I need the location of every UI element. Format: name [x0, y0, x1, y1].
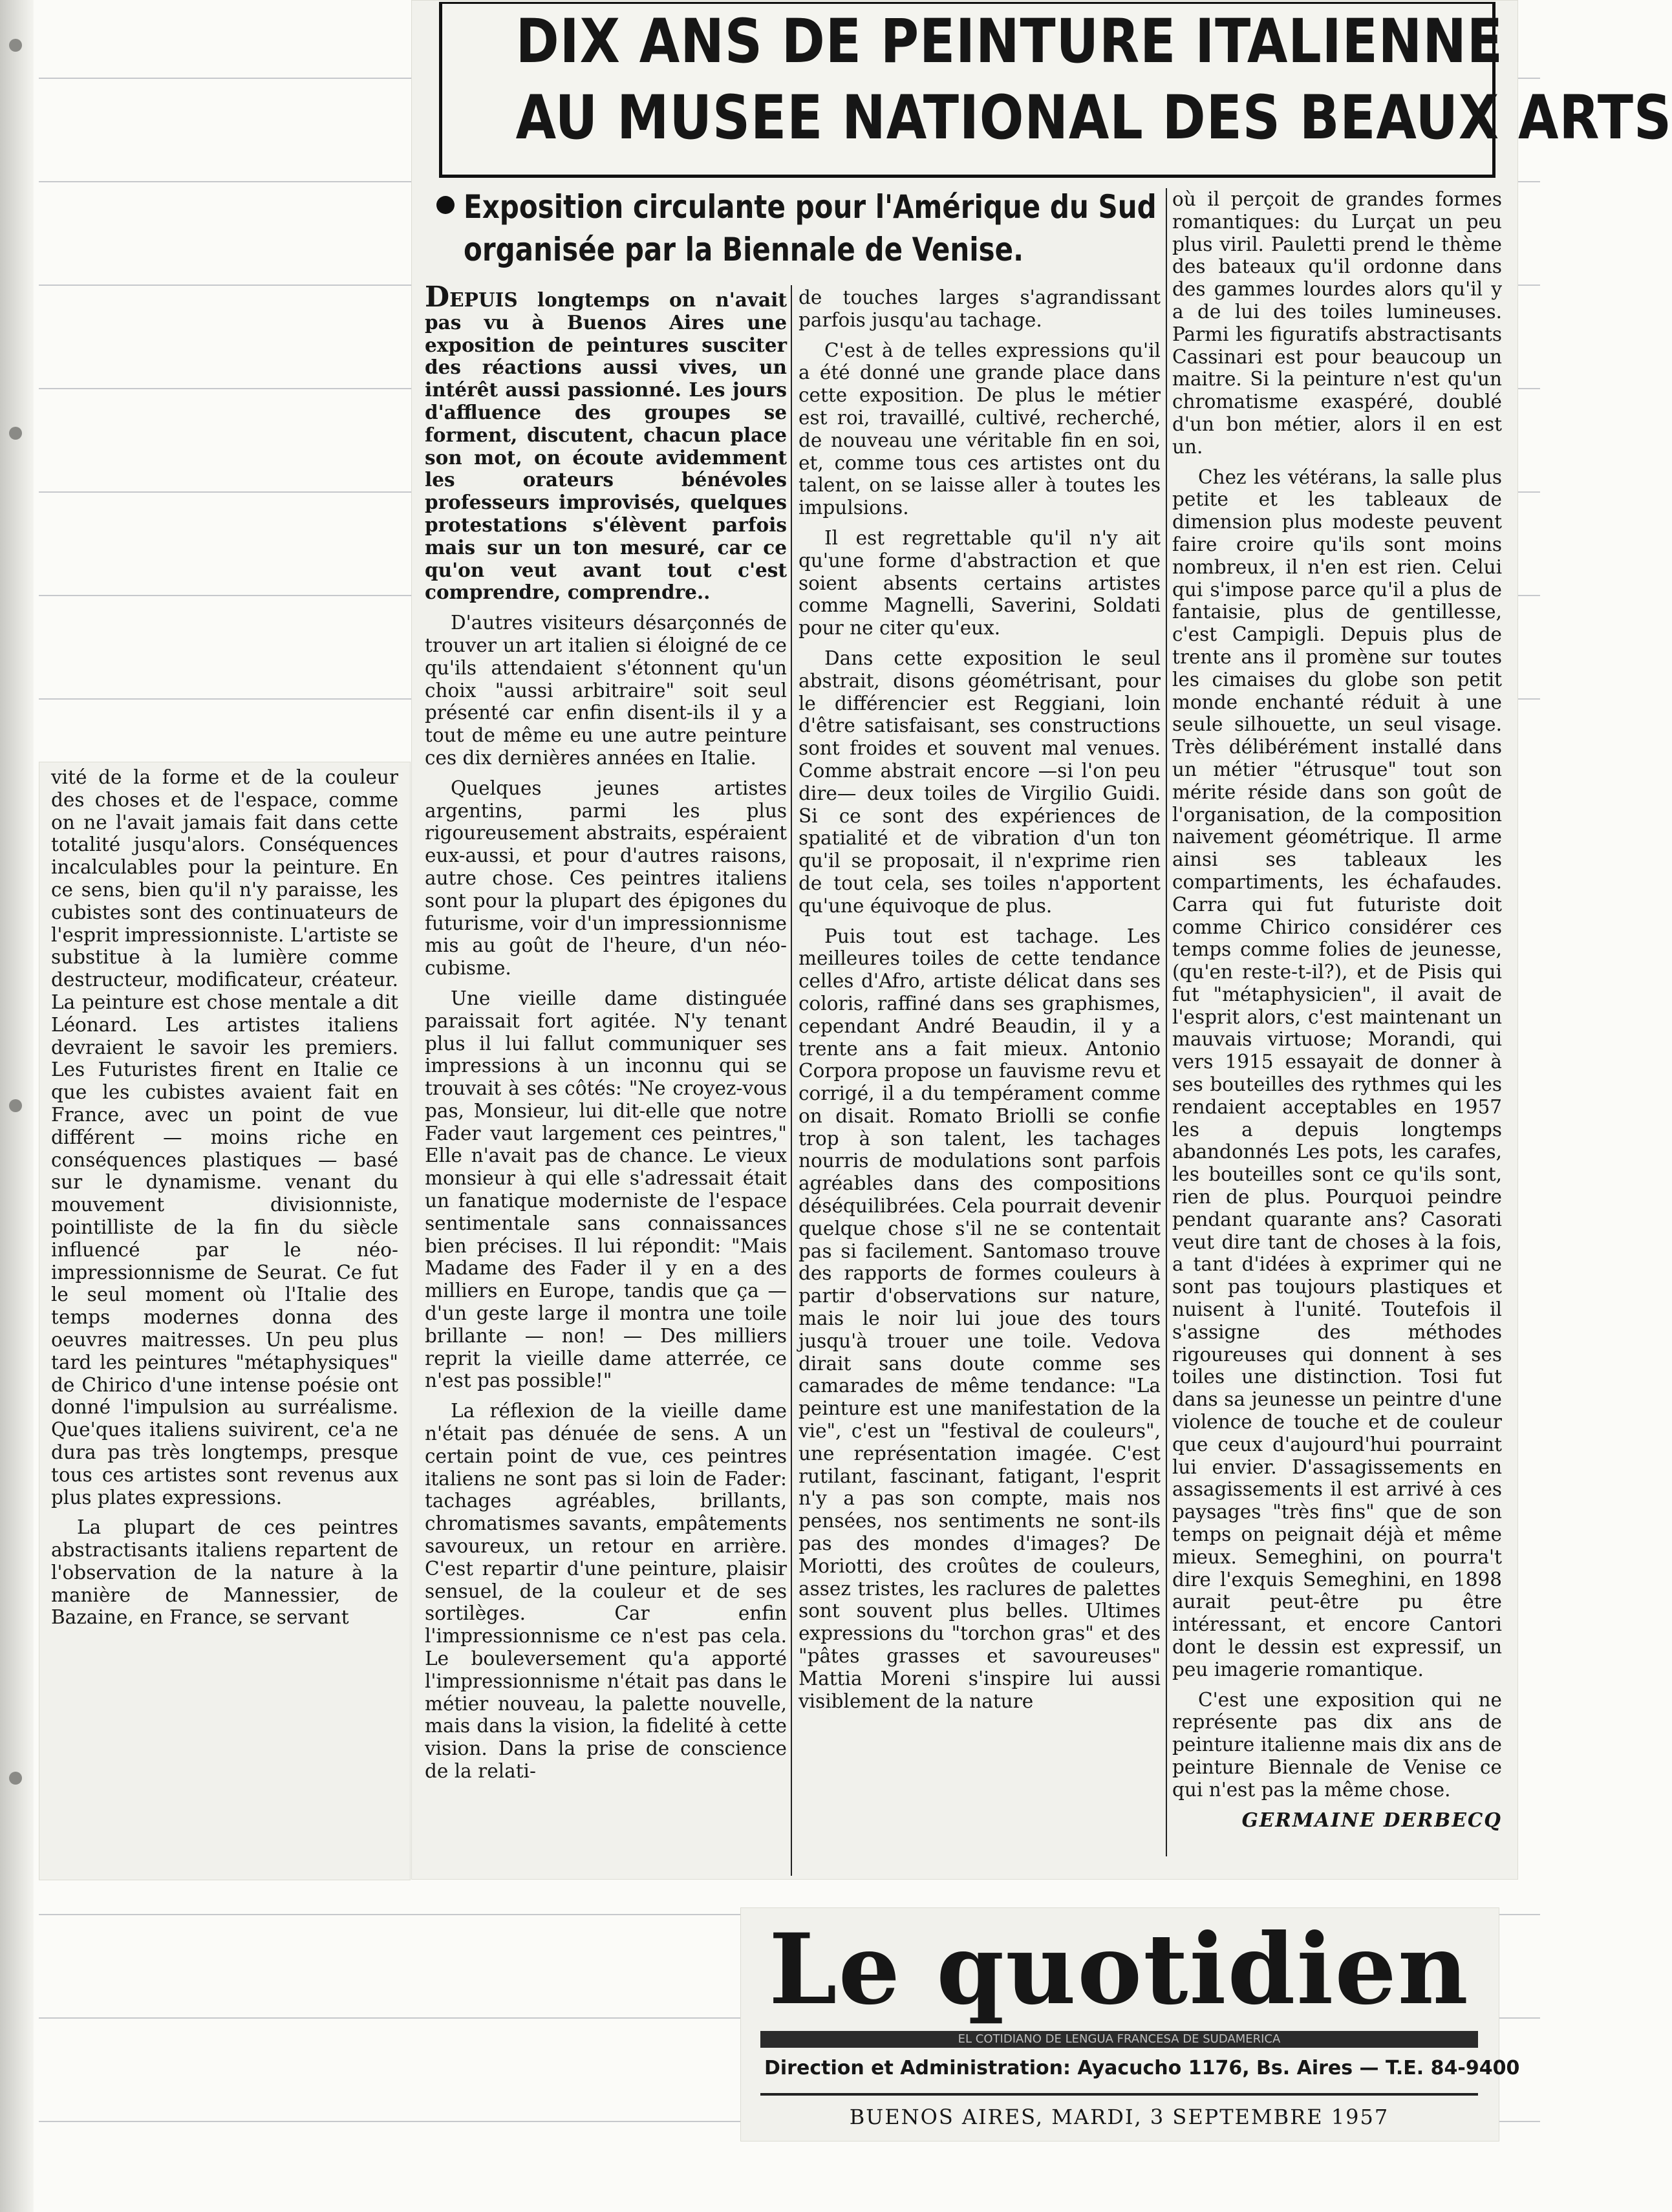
newspaper-tagline: EL COTIDIANO DE LENGUA FRANCESA DE SUDAMERICA — [760, 2031, 1478, 2048]
binding-hole — [9, 427, 22, 440]
author-signature: GERMAINE DERBECQ — [1241, 1808, 1502, 1831]
article-paragraph: Puis tout est tachage. Les meilleures toiles de cette tendance celles d'Afro, artiste délicat dans ses coloris, raffiné dans ses graphismes, cependant André Beaudin, il y a trente ans a fait mieux. Antonio Corpora propose un fauvisme revu et corrigé, il a du tempérament comme on disait. Romato Briolli se confie trop à son talent, les tachages nourris de modulations sont parfois agréables dans des compositions déséquilibrées. Cela pourrait devenir quelque chose s'il ne se contentait pas si facilement. Santomaso trouve des rapports de formes couleurs à partir d'observations sur nature, mais le noir lui joue des tours jusqu'à trouer une toile. Vedova dirait sans doute comme ses camarades de même tendance: "La peinture est une manifestation de la vie", c'est un "festival de couleurs", une représentation imagée. C'est rutilant, fascinant, fatigant, l'esprit n'y a pas son compte, mais nos pensées, nos sentiments ne sont-ils pas des mondes d'images? De Moriotti, des croûtes de couleurs, assez tristes, les raclures de palettes sont souvent plus belles. Ultimes expressions du "torchon gras" et des "pâtes grasses et savoureuses" Mattia Moreni s'inspire lui aussi visiblement de la nature — [798, 925, 1161, 1712]
dropcap: D — [425, 281, 450, 314]
column-rule — [1166, 188, 1167, 1856]
article-continuation-clipping — [39, 762, 411, 1880]
issue-date: BUENOS AIRES, MARDI, 3 SEPTEMBRE 1957 — [849, 2105, 1389, 2129]
binding-hole — [9, 1772, 22, 1785]
article-paragraph: La plupart de ces peintres abstractisants italiens repartent de l'observation de la nature à la manière de Mannessier, de Bazaine, en France, se servant — [51, 1516, 398, 1629]
lead-text: EPUIS longtemps on n'avait pas vu à Buenos Aires une exposition de peintures susciter des réactions aussi vives, un intérêt aussi passionné. Les jours d'affluence des groupes se forment, discutent, chacun place son mot, on écoute avidemment les orateurs bénévoles professeurs improvisés, quelques protestations s'élèvent parfois mais sur un ton mesuré, car ce qu'on veut avant tout c'est comprendre, comprendre.. — [425, 288, 787, 604]
article-paragraph: Chez les vétérans, la salle plus petite et les tableaux de dimension plus modeste peuvent faire croire qu'ils sont moins nombreux, il n'en est rien. Celui qui s'impose parce qu'il a plus de fantaisie, plus de gentillesse, c'est Campigli. Depuis plus de trente ans il promène sur toutes les cimaises du globe son petit monde enchanté réduit à une seule silhouette, un seul visage. Très délibérément installé dans un métier "étrusque" tout son mérite réside dans son goût de l'organisation, de la composition naivement géométrique. Il arme ainsi ses tableaux les compartiments, les échafaudes. Carra qui fut futuriste doit comme Chirico considérer ces temps comme folies de jeunesse, (qu'en reste-t-il?), et de Pisis qui fut "métaphysicien", il avait de l'esprit alors, c'est maintenant un mauvais virtuose; Morandi, qui vers 1915 essayait de donner à ses bouteilles des rythmes qui les rendaient acceptables en 1957 les a depuis longtemps abandonnés Les pots, les carafes, les bouteilles sont ce qu'ils sont, rien de plus. Pourquoi peindre pendant quarante ans? Casorati veut dire tant de choses à la fois, a tant d'idées à exprimer qui ne sont pas toujours plastiques et nuisent à l'unité. Toutefois il s'assigne des méthodes rigoureuses qui donnent à ses toiles une distinction. Tosi fut dans sa jeunesse un peintre d'une violence de touche et de couleur que ceux d'aujourd'hui pourraint lui envier. D'assagissements en assagissements il est arrivé à ces paysages "très fins" que de son temps on peignait déjà et même mieux. Semeghini, on pourra't dire l'exquis Semeghini, en 1898 aurait peut-être pu être intéressant, et encore Cantori dont le dessin est expressif, un peu imagerie romantique. — [1172, 466, 1502, 1680]
article-paragraph: Il est regrettable qu'il n'y ait qu'une forme d'abstraction et que soient absents certains artistes comme Magnelli, Saverini, Soldati pour ne citer qu'eux. — [798, 526, 1161, 639]
article-paragraph: La réflexion de la vieille dame n'était pas dénuée de sens. A un certain point de vue, ces peintres italiens ne sont pas si loin de Fader: tachages agréables, brillants, chromatismes savants, empâtements savoureux, un retour en arrière. C'est repartir d'une peinture, plaisir sensuel, de la couleur et de ses sortilèges. Car enfin l'impressionnisme ce n'est pas cela. Le bouleversement qu'a apporté l'impressionnisme n'était pas dans le métier nouveau, la palette nouvelle, mais dans la vision, la fidelité à cette vision. Dans la prise de conscience de la relati- — [425, 1400, 787, 1782]
article-paragraph: Quelques jeunes artistes argentins, parmi les plus rigoureusement abstraits, espéraient eux-aussi, et pour d'autres raisons, autre chose. Ces peintres italiens sont pour la plupart des épigones du futurisme, voir d'un impressionnisme mis au goût de l'heure, d'un néo-cubisme. — [425, 777, 787, 980]
subheadline-line-1: Exposition circulante pour l'Amérique du Sud — [464, 188, 1157, 226]
subheadline — [436, 186, 1180, 271]
headline-line-1: DIX ANS DE PEINTURE ITALIENNE — [515, 6, 1503, 77]
article-paragraph: de touches larges s'agrandissant parfois jusqu'au tachage. — [798, 286, 1161, 331]
article-paragraph: Dans cette exposition le seul abstrait, disons géométrisant, pour le différencier est Reggiani, loin d'être satisfaisant, ses constructions sont froides et souvent mal venues. Comme abstrait encore —si l'on peu dire— deux toiles de Virgilio Guidi. Si ce sont des expériences de spatialité et de vibration d'un ton qu'il se proposait, il n'exprime rien de tout cela, ses toiles n'apportent qu'une équivoque de plus. — [798, 647, 1161, 917]
article-paragraph: C'est une exposition qui ne représente pas dix ans de peinture italienne mais dix ans de peinture Biennale de Venise ce qui n'est pas la même chose. — [1172, 1688, 1502, 1801]
headline-line-2: AU MUSEE NATIONAL DES BEAUX ARTS — [515, 83, 1672, 153]
article-paragraph: C'est à de telles expressions qu'il a été donné une grande place dans cette exposition. De plus le métier est roi, travaillé, cultivé, recherché, de nouveau une véritable fin en soi, et, comme tous ces artistes ont du talent, on se laisse aller à toutes les impulsions. — [798, 339, 1161, 519]
article-column-2 — [798, 286, 1161, 1720]
newspaper-name: Le quotidien — [769, 1913, 1470, 2026]
address-text: Direction et Administration: Ayacucho 1176, Bs. Aires — T.E. 84-9400 — [764, 2057, 1520, 2079]
article-paragraph: où il perçoit de grandes formes romantiques: du Lurçat un peu plus viril. Pauletti prend le thème des bateaux qu'il ordonne dans des gammes lourdes alors qu'il y a de lui des toiles lumineuses. Parmi les figuratifs abstractisants Cassinari est pour beaucoup un maitre. Si la peinture n'est qu'un chromatisme exaspéré, doublé d'un bon métier, alors il en est un. — [1172, 188, 1502, 458]
headline-box — [439, 2, 1672, 178]
article-column-3 — [1172, 188, 1502, 1831]
newspaper-address — [760, 2050, 1520, 2087]
article-clipping — [411, 0, 1672, 1880]
article-paragraph: Une vieille dame distinguée paraissait fort agitée. N'y tenant plus il lui fallut communiquer ses impressions à un inconnu qui se trouvait à ses côtés: "Ne croyez-vous pas, Monsieur, lui dit-elle que notre Fader vaut largement ces peintres," Elle n'avait pas de chance. Le vieux monsieur à qui elle s'adressait était un fanatique moderniste de l'espace sentimentale sans connaissances bien précises. Il lui répondit: "Mais Madame des Fader il y en a des milliers en Europe, tandis que ça — d'un geste large il montra une toile brillante — non! — Des milliers reprit la vieille dame atterrée, ce n'est pas possible!" — [425, 987, 787, 1392]
article-paragraph: vité de la forme et de la couleur des choses et de l'espace, comme on ne l'avait jamais fait dans cette totalité jusqu'alors. Conséquences incalculables pour la peinture. En ce sens, bien qu'il n'y paraisse, les cubistes sont des continuateurs de l'esprit impressionniste. L'artiste se substitue à la lumière comme destructeur, modificateur, créateur. La peinture est chose mentale a dit Léonard. Les artistes italiens devraient le savoir les premiers. Les Futuristes firent en Italie ce que les cubistes avaient fait en France, avec un point de vue différent — moins riche en conséquences plastiques — basé sur le dynamisme. venant du mouvement divisionniste, pointilliste de la fin du siècle influencé par le néo-impressionnisme de Seurat. Ce fut le seul moment où l'Italie des temps modernes donna des oeuvres maitresses. Un peu plus tard les peintures "métaphysiques" de Chirico d'une intense poésie ont donné l'impulsion au surréalisme. Que'ques italiens suivirent, ce'a ne dura pas très longtemps, presque tous ces artistes sont revenus aux plus plates expressions. — [51, 766, 398, 1509]
article-lead — [425, 281, 787, 604]
binding-hole — [9, 1099, 22, 1112]
masthead-clipping — [740, 1907, 1520, 2142]
article-column-1 — [425, 281, 787, 1790]
column-rule — [791, 285, 792, 1876]
article-paragraph: D'autres visiteurs désarçonnés de trouver un art italien si éloigné de ce qu'ils attendaient s'étonnent qu'un choix "aussi arbitraire" soit seul présenté car enfin disent-ils il y a tout de même eu une autre peinture ces dix dernières années en Italie. — [425, 612, 787, 769]
subheadline-line-2: organisée par la Biennale de Venise. — [464, 231, 1024, 268]
bullet-icon — [436, 196, 455, 214]
binding-hole — [9, 39, 22, 52]
page-binding — [0, 0, 34, 2212]
masthead-rule — [760, 2093, 1478, 2096]
